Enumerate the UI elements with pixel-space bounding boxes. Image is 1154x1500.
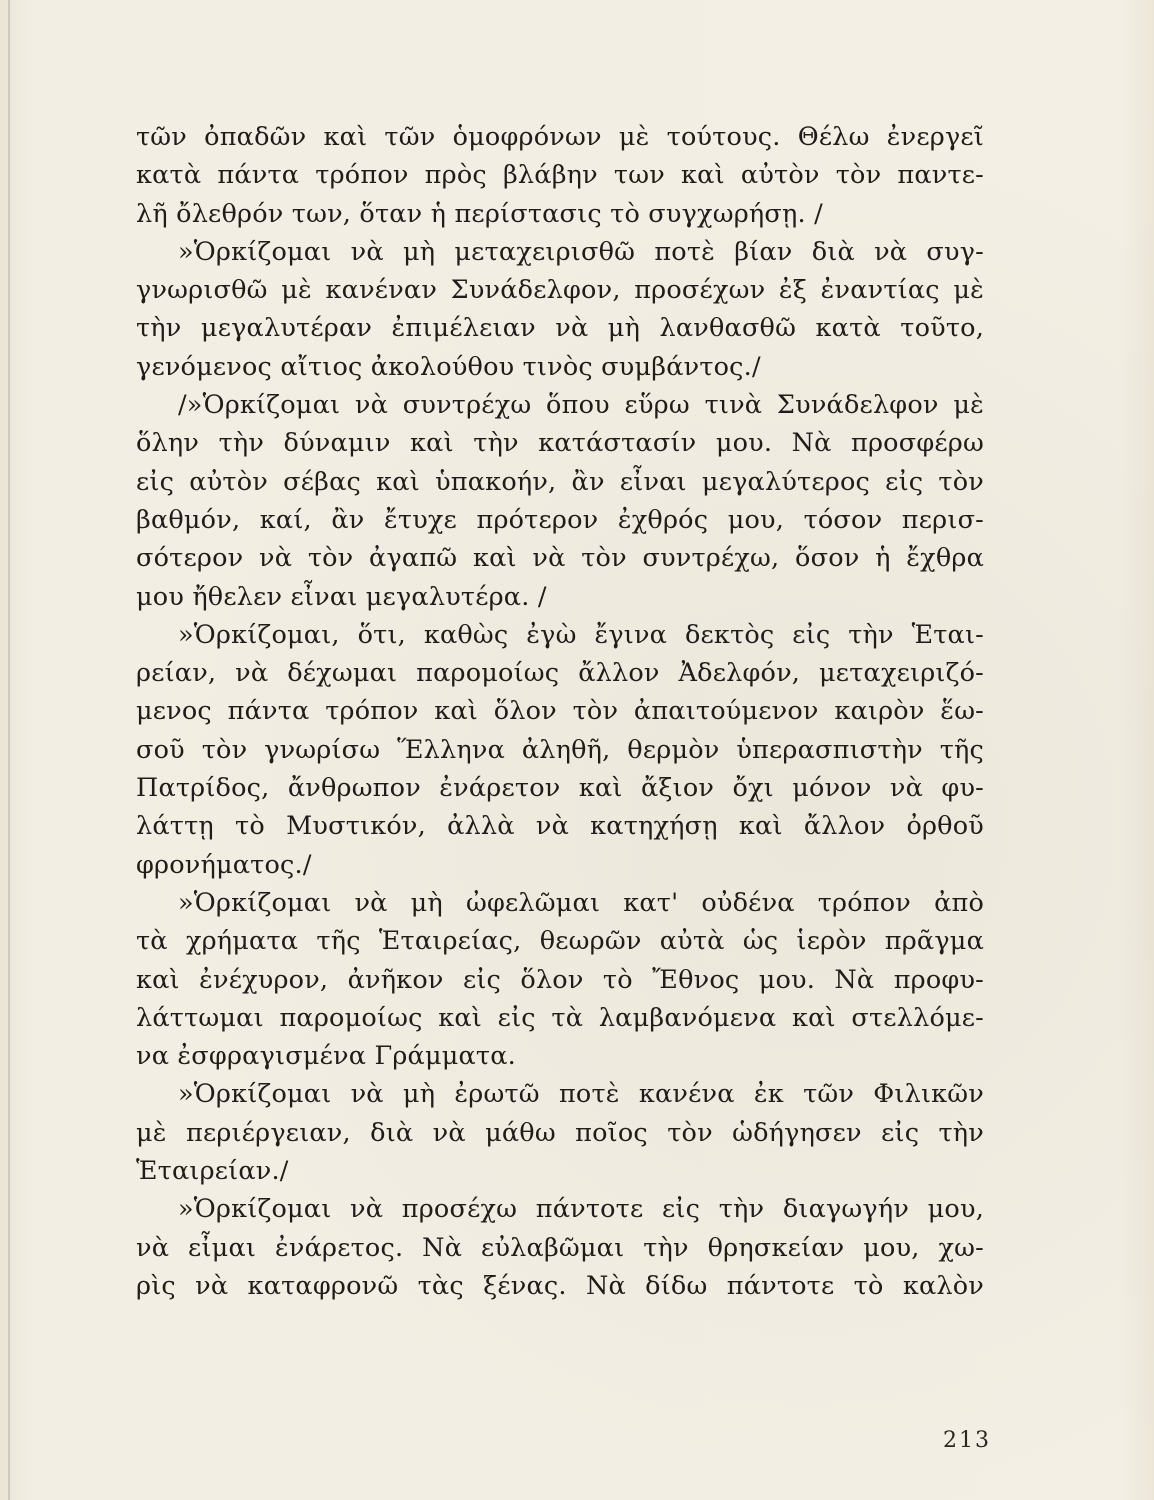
text-line: ὅλην τὴν δύναμιν καὶ τὴν κατάστασίν μου. Νὰ προσφέρω xyxy=(136,428,984,459)
text-line: καὶ ἐνέχυρον, ἀνῆκον εἰς ὅλον τὸ Ἔθνος μου. Νὰ προφυ- xyxy=(136,964,984,995)
text-line: βαθμόν, καί, ἂν ἔτυχε πρότερον ἐχθρός μου, τόσον περισ- xyxy=(136,504,984,535)
text-line: Ἑταιρείαν./ xyxy=(136,1156,289,1187)
text-line: ρὶς νὰ καταφρονῶ τὰς ξένας. Νὰ δίδω πάντοτε τὸ καλὸν xyxy=(136,1270,984,1301)
page-number: 213 xyxy=(943,1428,991,1453)
text-line: μὲ περιέργειαν, διὰ νὰ μάθω ποῖος τὸν ὡδήγησεν εἰς τὴν xyxy=(136,1117,984,1148)
text-line: νὰ εἶμαι ἐνάρετος. Νὰ εὐλαβῶμαι τὴν θρησκείαν μου, χω- xyxy=(136,1232,984,1263)
text-line: να ἐσφραγισμένα Γράμματα. xyxy=(136,1041,516,1072)
text-line: μενος πάντα τρόπον καὶ ὅλον τὸν ἀπαιτούμενον καιρὸν ἕω- xyxy=(136,696,984,727)
text-line: κατὰ πάντα τρόπον πρὸς βλάβην των καὶ αὐτὸν τὸν παντε- xyxy=(136,160,984,191)
text-line: σοῦ τὸν γνωρίσω Ἕλληνα ἀληθῆ, θερμὸν ὑπερασπιστὴν τῆς xyxy=(136,734,984,765)
text-line: λῆ ὄλεθρόν των, ὅταν ἡ περίστασις τὸ συγχωρήσῃ. / xyxy=(136,198,823,229)
text-line: τὴν μεγαλυτέραν ἐπιμέλειαν νὰ μὴ λανθασθῶ κατὰ τοῦτο, xyxy=(136,313,984,344)
text-line: εἰς αὐτὸν σέβας καὶ ὑπακοήν, ἂν εἶναι μεγαλύτερος εἰς τὸν xyxy=(136,466,984,497)
body-text xyxy=(136,118,984,1305)
text-line: σότερον νὰ τὸν ἀγαπῶ καὶ νὰ τὸν συντρέχω, ὅσον ἡ ἔχθρα xyxy=(136,543,984,574)
text-line: ρείαν, νὰ δέχωμαι παρομοίως ἄλλον Ἀδελφόν, μεταχειριζό- xyxy=(136,658,984,689)
text-line: »Ὁρκίζομαι νὰ μὴ ἐρωτῶ ποτὲ κανένα ἐκ τῶν Φιλικῶν xyxy=(178,1079,984,1110)
text-line: λάττωμαι παρομοίως καὶ εἰς τὰ λαμβανόμενα καὶ στελλόμε- xyxy=(136,1002,984,1033)
text-line: λάττῃ τὸ Μυστικόν, ἀλλὰ νὰ κατηχήσῃ καὶ ἄλλον ὀρθοῦ xyxy=(136,811,984,842)
text-line: »Ὁρκίζομαι νὰ μὴ μεταχειρισθῶ ποτὲ βίαν διὰ νὰ συγ- xyxy=(178,236,984,267)
text-line: τῶν ὀπαδῶν καὶ τῶν ὁμοφρόνων μὲ τούτους. Θέλω ἐνεργεῖ xyxy=(136,122,984,152)
text-line: /»Ὁρκίζομαι νὰ συντρέχω ὅπου εὕρω τινὰ Συνάδελφον μὲ xyxy=(178,390,984,421)
text-line: γνωρισθῶ μὲ κανέναν Συνάδελφον, προσέχων ἐξ ἐναντίας μὲ xyxy=(136,275,984,306)
text-line: »Ὁρκίζομαι, ὅτι, καθὼς ἐγὼ ἔγινα δεκτὸς εἰς τὴν Ἑται- xyxy=(178,619,984,650)
page-edge xyxy=(8,0,10,1500)
text-line: γενόμενος αἴτιος ἀκολούθου τινὸς συμβάντος./ xyxy=(136,351,761,382)
text-line: τὰ χρήματα τῆς Ἑταιρείας, θεωρῶν αὐτὰ ὡς ἱερὸν πρᾶγμα xyxy=(136,926,984,957)
text-line: φρονήματος./ xyxy=(136,849,312,880)
text-line: μου ἤθελεν εἶναι μεγαλυτέρα. / xyxy=(136,581,547,612)
text-line: »Ὁρκίζομαι νὰ προσέχω πάντοτε εἰς τὴν διαγωγήν μου, xyxy=(178,1194,984,1225)
text-line: »Ὁρκίζομαι νὰ μὴ ὠφελῶμαι κατ' οὐδένα τρόπον ἀπὸ xyxy=(178,887,984,918)
text-line: Πατρίδος, ἄνθρωπον ἐνάρετον καὶ ἄξιον ὄχι μόνον νὰ φυ- xyxy=(136,773,984,804)
